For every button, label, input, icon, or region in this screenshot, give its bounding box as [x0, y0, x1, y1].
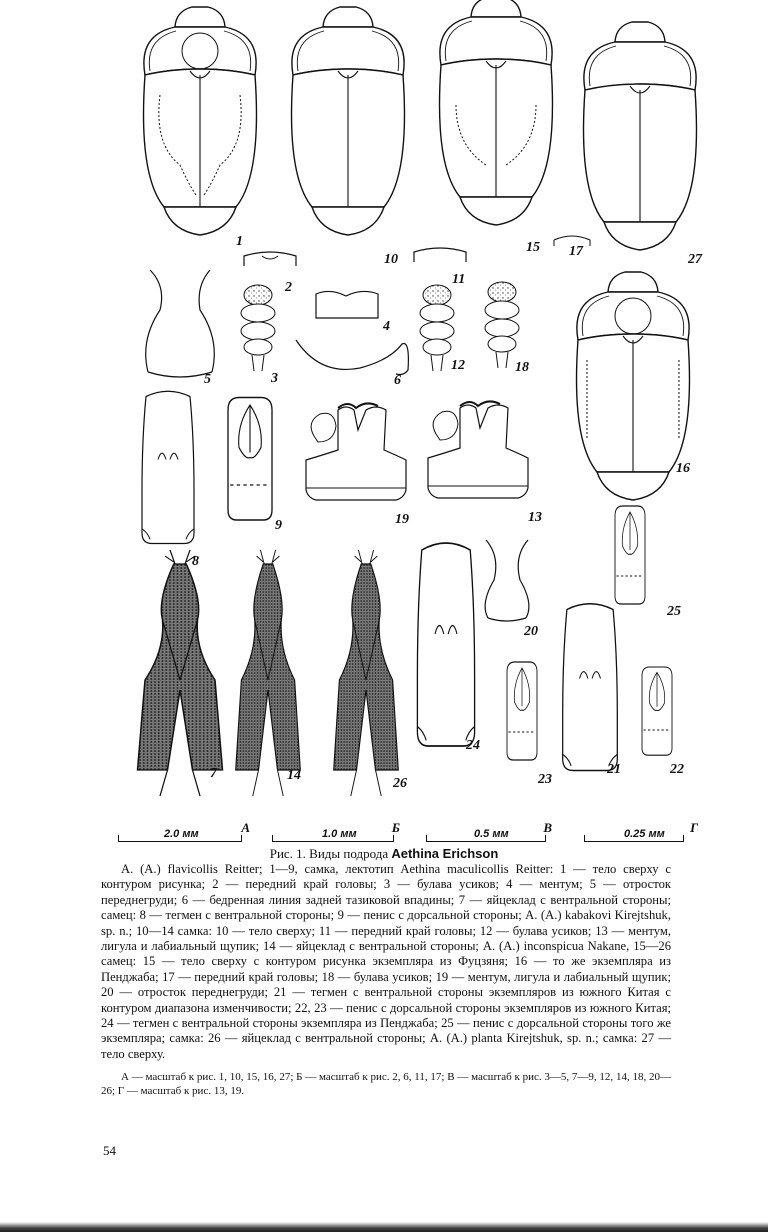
- figure-22-penis: [642, 667, 672, 755]
- scale-bar-b: [272, 820, 400, 846]
- figure-25-penis: [615, 506, 645, 604]
- scale-value-b: 1.0 мм: [322, 828, 357, 840]
- figure-label-2: 2: [285, 280, 292, 295]
- scale-legend: А — масштаб к рис. 1, 10, 15, 16, 27; Б — масштаб к рис. 2, 6, 11, 17; В — масштаб к рис. 3—5, 7—9, 12, 14, 18, 20—26; Г — масштаб к рис. 13, 19.: [101, 1071, 671, 1097]
- figure-label-3: 3: [271, 371, 278, 386]
- caption-title-taxon: Aethina Erichson: [391, 846, 499, 861]
- figure-10-beetle: [292, 7, 405, 235]
- scale-letter-c: В: [543, 820, 552, 835]
- figure-14-ovipositor: [236, 550, 301, 796]
- figure-26-ovipositor: [334, 550, 399, 796]
- figure-15-beetle: [440, 0, 553, 225]
- caption-title-prefix: Рис. 1. Виды подрода: [269, 846, 392, 861]
- figure-label-6: 6: [394, 373, 401, 388]
- figure-20-prosternal-process: [485, 540, 529, 621]
- figure-18-antenna-club: [485, 282, 519, 368]
- figure-3-antenna-club: [241, 285, 275, 371]
- scale-value-d: 0.25 мм: [624, 828, 665, 840]
- figure-label-9: 9: [275, 518, 282, 533]
- figure-16-beetle: [577, 272, 690, 500]
- figure-label-20: 20: [524, 624, 538, 639]
- figure-label-5: 5: [204, 372, 211, 387]
- figure-27-beetle: [584, 22, 697, 250]
- scan-edge: [0, 1222, 768, 1232]
- figure-label-11: 11: [452, 272, 466, 287]
- figure-caption-title: [0, 846, 768, 862]
- figure-label-25: 25: [667, 604, 681, 619]
- figure-label-4: 4: [383, 319, 390, 334]
- page-number: 54: [103, 1143, 116, 1158]
- scale-value-c: 0.5 мм: [474, 828, 509, 840]
- figure-label-7: 7: [210, 766, 217, 781]
- scale-letter-d: Г: [690, 820, 698, 835]
- figure-7-ovipositor: [138, 550, 223, 796]
- figure-8-tegmen: [142, 391, 194, 543]
- scale-bars: [0, 822, 768, 846]
- figure-label-8: 8: [192, 554, 199, 569]
- figure-19-mentum: [306, 403, 406, 500]
- figure-label-10: 10: [384, 252, 398, 267]
- figure-11-head-margin: [414, 248, 466, 262]
- figure-9-penis: [228, 398, 272, 521]
- figure-label-12: 12: [451, 358, 465, 373]
- figure-label-21: 21: [607, 762, 621, 777]
- figure-label-18: 18: [515, 360, 529, 375]
- scale-letter-b: Б: [391, 820, 400, 835]
- figure-13-mentum: [428, 401, 528, 498]
- figure-21-tegmen: [563, 604, 618, 771]
- figure-label-15: 15: [526, 240, 540, 255]
- figure-12-antenna-club: [420, 285, 454, 371]
- figure-label-23: 23: [538, 772, 552, 787]
- figure-label-26: 26: [393, 776, 407, 791]
- figure-label-19: 19: [395, 512, 409, 527]
- figure-4-mentum: [316, 291, 378, 318]
- figure-5-prosternal-process: [146, 270, 215, 377]
- scale-bar-c: [426, 820, 552, 846]
- figure-label-14: 14: [287, 768, 301, 783]
- scale-value-a: 2.0 мм: [164, 828, 199, 840]
- figure-label-24: 24: [466, 738, 480, 753]
- scale-bar-a: [118, 820, 250, 846]
- figure-label-17: 17: [569, 244, 583, 259]
- figure-label-13: 13: [528, 510, 542, 525]
- figure-label-16: 16: [676, 461, 690, 476]
- figure-1-beetle: [144, 7, 257, 235]
- figure-23-penis: [507, 662, 537, 760]
- figure-caption-body: A. (A.) flavicollis Reitter; 1—9, самка, лектотип Aethina maculicollis Reitter: 1 — тело сверху с контуром рисунка; 2 — передний край головы; 3 — булава усиков; 4 — ментум; 5 — отросток переднегруди; 6 — бедренная линия задней тазиковой впадины; 7 — яйцеклад с вентральной стороны; самец: 8 — тегмен с вентральной стороны; 9 — пенис с дорсальной стороны; A. (A.) kabakovi Kirejtshuk, sp. n.; 10—14 самка: 10 — тело сверху; 11 — передний край головы; 12 — булава усиков; 13 — ментум, лигула и лабиальный щупик; 14 — яйцеклад с вентральной стороны; A. (A.) inconspicua Nakane, 15—26 самец: 15 — тело сверху с контуром рисунка экземпляра из Фуцзяня; 16 — то же экземпляра из Пенджаба; 17 — передний край головы; 18 — булава усиков; 19 — ментум, лигула и лабиальный щупик; 20 — отросток переднегруди; 21 — тегмен с вентральной стороны экземпляров из южного Китая с контуром диапазона изменчивости; 22, 23 — пенис с дорсальной стороны экземпляров из южного Китая; 24 — тегмен с вентральной стороны экземпляра из Пенджаба; 25 — пенис с дорсальной стороны того же экземпляра; самка: 26 — яйцеклад с вентральной стороны; A. (A.) planta Kirejtshuk, sp. n.; самка: 27 — тело сверху.: [101, 862, 671, 1061]
- figure-6-femoral-line: [296, 340, 408, 375]
- scale-bar-d: [584, 820, 698, 846]
- scale-letter-a: А: [241, 820, 250, 835]
- figure-label-27: 27: [688, 252, 702, 267]
- figure-label-1: 1: [236, 234, 243, 249]
- figure-label-22: 22: [670, 762, 684, 777]
- figure-24-tegmen: [417, 543, 474, 746]
